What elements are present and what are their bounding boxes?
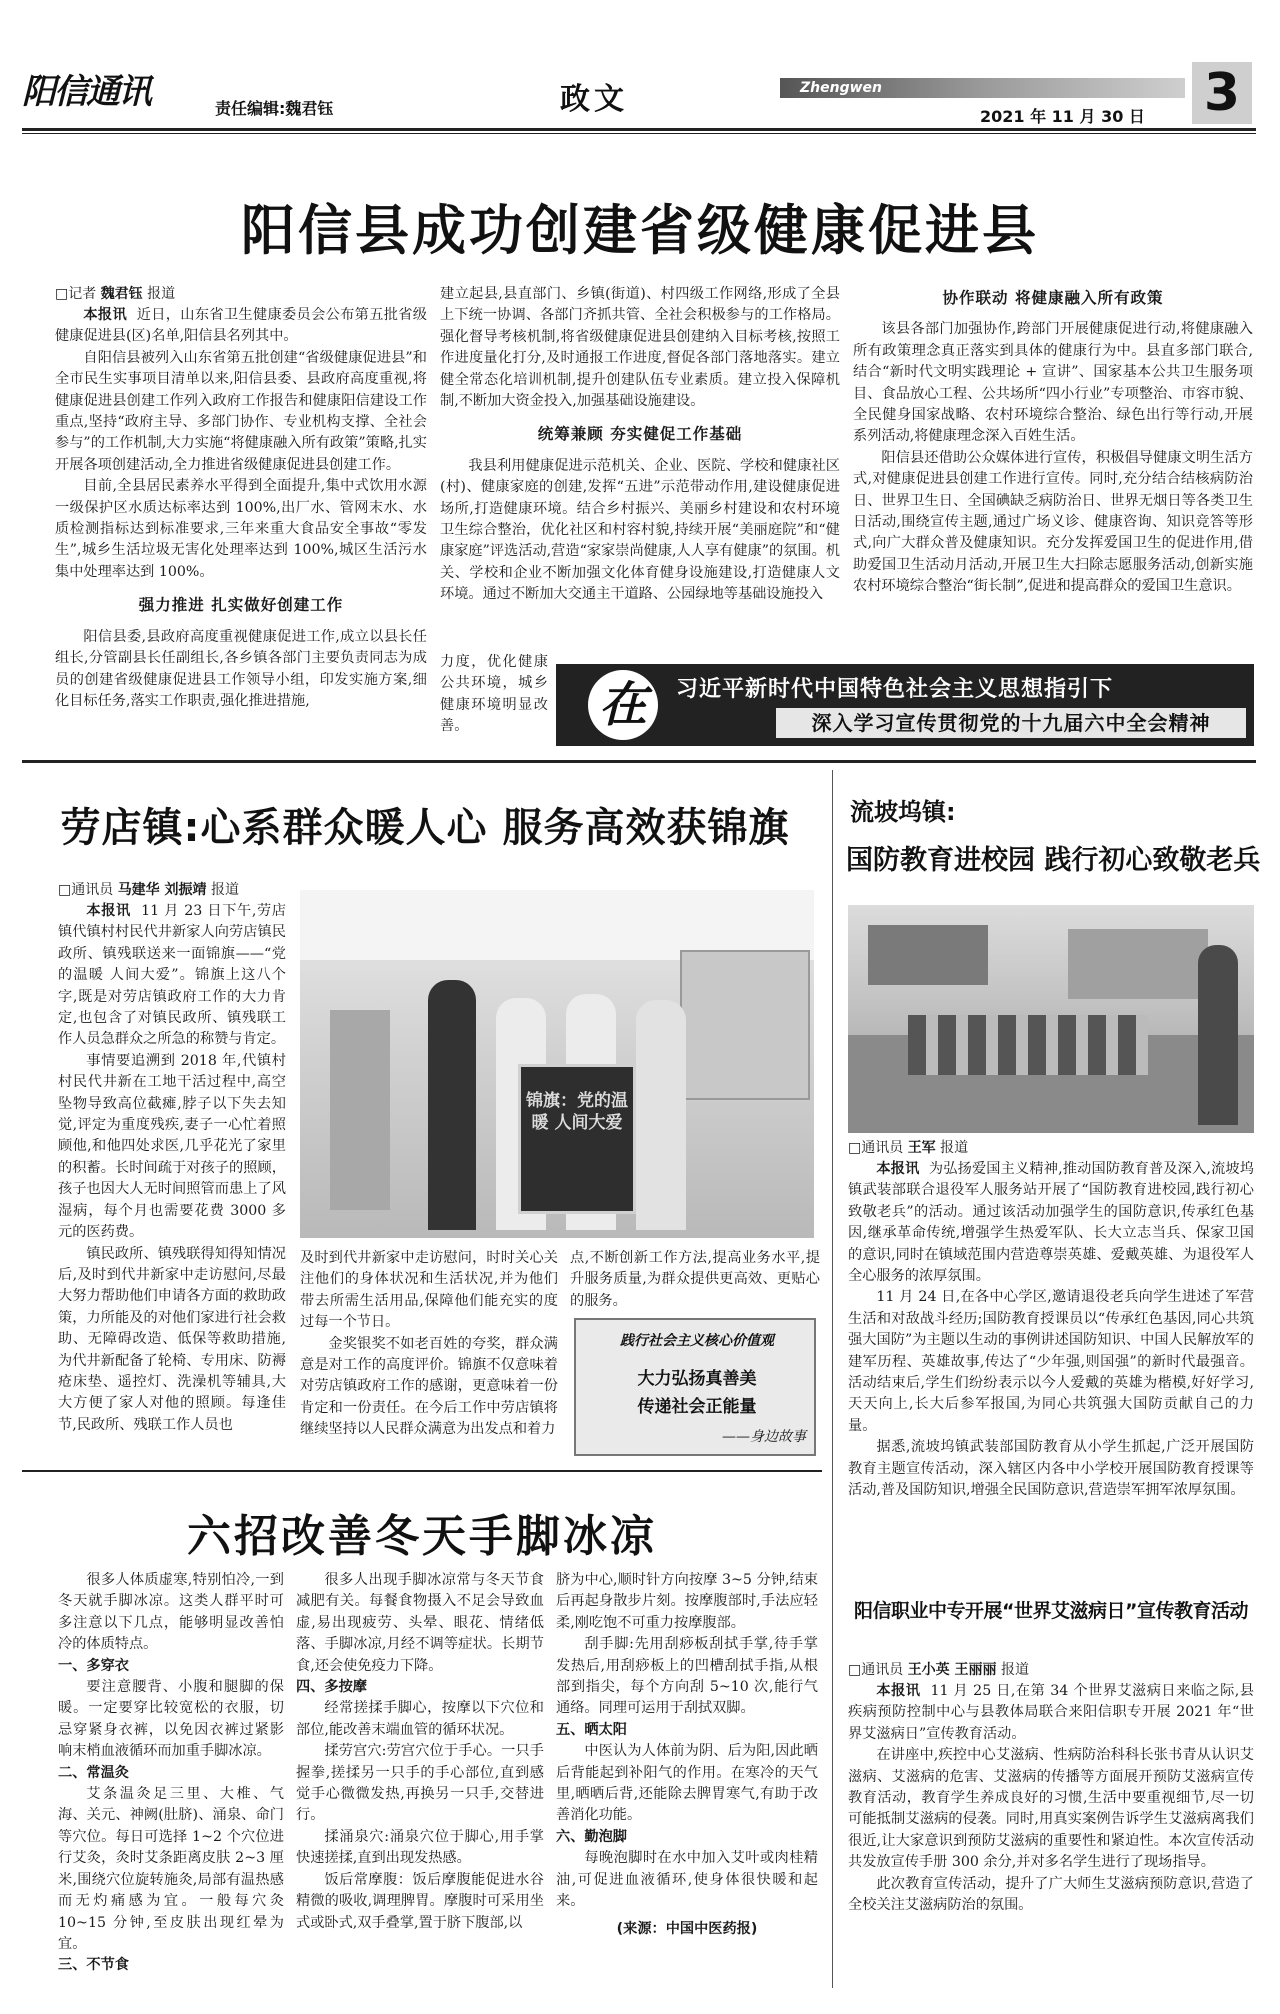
- headline-health-county: 阳信县成功创建省级健康促进县: [241, 199, 1039, 262]
- banner-line-2: 深入学习宣传贯彻党的十九届六中全会精神: [776, 708, 1246, 738]
- a4-col2: 很多人出现手脚冰凉常与冬天节食减肥有关。每餐食物摄入不足会导致血虚,易出现疲劳、头晕、眼花、情绪低落、手脚冰凉,月经不调等症状。长期节食,还会使免疫力下降。 四、多按摩 经常搓揉手脚心，按摩以下穴位和部位,能改善末端血管的循环状况。 揉劳宫穴:劳宫穴位于手心。一只手握拳,搓揉另一只手的手心部位,直到感觉手心微微发热,再换另一只手,交替进行。 揉涌泉穴:涌泉穴位于脚心,用手掌快速搓揉,直到出现发热感。 饭后常摩腹：饭后摩腹能促进水谷精微的吸收,调理脾胃。摩腹时可采用坐式或卧式,双手叠掌,置于脐下腹部,以: [296, 1572, 544, 1931]
- a3-body: □通讯员 王军 报道 本报讯 为弘扬爱国主义精神,推动国防教育普及深入,流坡坞镇武装部联合退役军人服务站开展了“国防教育进校园,践行初心致敬老兵”的活动。通过该活动加强学生的国防意识,传承红色基因,继承革命传统,增强学生热爱军队、长大立志当兵、保家卫国的意识,同时在镇域范围内营造尊崇英雄、爱戴英雄、为退役军人全心服务的浓厚氛围。 11 月 24 日,在各中心学区,邀请退役老兵向学生进述了军营生活和对敌战斗经历;国防教育授课员以“传承红色基因,同心共筑强大国防”为主题以生动的事例讲述国防知识、中国人民解放军的建军历程、英雄故事,传达了“少年强,则国强”的新时代最强音。活动结束后,学生们纷纷表示以今人爱戴的英雄为楷模,好好学习,天天向上,长大后参军报国,为同心共筑强大国防贡献自己的力量。 据悉,流坡坞镇武装部国防教育从小学生抓起,广泛开展国防教育主题宣传活动，深入辖区内各中小学校开展国防教育授课等活动,普及国防知识,增强全民国防意识,营造崇军拥军浓厚氛围。: [848, 1140, 1254, 1499]
- a5-body: □通讯员 王小英 王丽丽 报道 本报讯 11 月 25 日,在第 34 个世界艾滋病日来临之际,县疾病预防控制中心与县教体局联合来阳信职专开展 2021 年“世界艾滋病日”宣传教育活动。 在讲座中,疾控中心艾滋病、性病防治科科长张书青从认识艾滋病、艾滋病的危害、艾滋病的传播等方面展开预防艾滋病宣传教育活动，教育学生养成良好的习惯,生活中要重视细节,尽一切可能抵制艾滋病的侵袭。同时,用真实案例告诉学生艾滋病离我们很近,让大家意识到预防艾滋病的重要性和紧迫性。本次宣传活动共发放宣传手册 300 余分,并对多名学生进行了现场指导。 此次教育宣传活动，提升了广大师生艾滋病预防意识,营造了全校关注艾滋病防治的氛围。: [848, 1662, 1254, 1914]
- section-en: Zhengwen: [800, 80, 882, 96]
- headline-aids-day: 阳信职业中专开展“世界艾滋病日”宣传教育活动: [854, 1600, 1248, 1622]
- a2-col3: 点,不断创新工作方法,提高业务水平,提升服务质量,为群众提供更高效、更贴心的服务。: [570, 1250, 820, 1309]
- a1-col2: 建立起县,县直部门、乡镇(街道)、村四级工作网络,形成了全县上下统一协调、各部门齐抓共管、全社会积极参与的工作格局。强化督导考核机制,将省级健康促进县创建纳入目标考核,按照工作进度量化打分,及时通报工作进度,督促各部门落地落实。建立健全常态化培训机制,提升创建队伍专业素质。建立投入保障机制,不断加大资金投入,加强基础设施建设。 统筹兼顾 夯实健促工作基础 我县利用健康促进示范机关、企业、医院、学校和健康社区(村)、健康家庭的创建,发挥“五进”示范带动作用,建设健康促进场所,打造健康环境。结合乡村振兴、美丽乡村建设和农村环境卫生综合整治，优化社区和村容村貌,持续开展“美丽庭院”和“健康家庭”评选活动,营造“家家崇尚健康,人人享有健康”的氛围。机关、学校和企业不断加强文化体育健身设施建设,打造健康人文环境。通过不断加大交通主干道路、公园绿地等基础设施投入: [440, 286, 840, 603]
- a1-col3: 协作联动 将健康融入所有政策 该县各部门加强协作,跨部门开展健康促进行动,将健康融入所有政策理念真正落实到具体的健康行为中。县直多部门联合,结合“新时代文明实践理论 + 宣讲”、国家基本公共卫生服务项目、食品放心工程、公共场所“四小行业”专项整治、市容市貌、全民健身国家战略、农村环境综合整治、绿色出行等行动,开展系列活动,将健康理念深入百姓生活。 阳信县还借助公众媒体进行宣传，积极倡导健康文明生活方式,对健康促进县创建工作进行宣传。同时,充分结合结核病防治日、世界卫生日、全国碘缺乏病防治日、世界无烟日等各类卫生日活动,围绕宣传主题,通过广场义诊、健康咨询、知识竞答等形式,向广大群众普及健康知识。充分发挥爱国卫生的促进作用,借助爱国卫生活动月活动,开展卫生大扫除志愿服务活动,创新实施农村环境综合整治“街长制”,促进和提高群众的爱国卫生意识。: [853, 289, 1253, 595]
- editor-credit: 责任编辑:魏君钰: [215, 99, 334, 118]
- a4-col1: 很多人体质虚寒,特别怕冷,一到冬天就手脚冰凉。这类人群平时可多注意以下几点，能够明显改善怕冷的体质特点。 一、多穿衣 要注意腰背、小腹和腿脚的保暖。一定要穿比较宽松的衣服，切忌穿紧身衣裤，以免因衣裤过紧影响末梢血液循环而加重手脚冰凉。 二、常温灸 艾条温灸足三里、大椎、气海、关元、神阙(肚脐)、涌泉、命门等穴位。每日可选择 1~2 个穴位进行艾灸，灸时艾条距离皮肤 2~3 厘米,围绕穴位旋转施灸,局部有温热感而无灼痛感为宜。一般每穴灸 10~15 分钟,至皮肤出现红晕为宜。 三、不节食: [58, 1572, 284, 1974]
- core-values-l2: 传递社会正能量: [637, 1397, 757, 1417]
- headline-laodian: 劳店镇:心系群众暖人心 服务高效获锦旗: [60, 805, 790, 851]
- subhead-1: 强力推进 扎实做好创建工作: [138, 596, 344, 615]
- masthead-logo: 阳信通讯: [22, 72, 150, 112]
- subhead-2: 统筹兼顾 夯实健促工作基础: [537, 425, 743, 444]
- source-note: (来源：中国中医药报): [616, 1920, 758, 1937]
- silk-banner: [518, 1064, 636, 1214]
- section-divider-2: [22, 1470, 822, 1472]
- classroom-photo: [848, 905, 1254, 1133]
- core-values-box: [574, 1318, 816, 1456]
- core-values-sig: ——身边故事: [722, 1429, 806, 1445]
- a4-col3: 脐为中心,顺时针方向按摩 3~5 分钟,结束后再起身散步片刻。按摩腹部时,手法应轻柔,刚吃饱不可重力按摩腹部。 刮手脚:先用刮痧板刮拭手掌,待手掌发热后,用刮痧板上的凹槽刮拭手指,从根部到指尖，每个方向刮 5~10 次,能行气通络。同理可运用于刮拭双脚。 五、晒太阳 中医认为人体前为阴、后为阳,因此晒后背能起到补阳气的作用。在寒冷的天气里,晒晒后背,还能除去脾胃寒气,有助于改善消化功能。 六、勤泡脚 每晚泡脚时在水中加入艾叶或肉桂精油,可促进血液循环,使身体很快暖和起来。 (来源：中国中医药报): [556, 1570, 818, 1940]
- headline-defense-education: 国防教育进校园 践行初心致敬老兵: [846, 845, 1261, 876]
- core-values-top: 践行社会主义核心价值观: [620, 1333, 774, 1349]
- a1-col1: □记者 魏君钰 报道 本报讯 近日，山东省卫生健康委员会公布第五批省级健康促进县(区)名单,阳信县名列其中。 自阳信县被列入山东省第五批创建“省级健康促进县”和全市民生实事项目清单以来,阳信县委、县政府高度重视,将健康促进县创建工作列入政府工作报告和健康阳信建设工作重点,坚持“政府主导、多部门协作、专业机构支撑、全社会参与”的工作机制,大力实施“将健康融入所有政策”策略,扎实开展各项创建活动,全力推进省级健康促进县创建工作。 目前,全县居民素养水平得到全面提升,集中式饮用水源一级保护区水质达标率达到 100%,出厂水、管网末水、水质检测指标达到标准要求,三年来重大食品安全事故“零发生”,城乡生活垃圾无害化处理率达到 100%,城区生活污水集中处理率达到 100%。 强力推进 扎实做好创建工作 阳信县委,县政府高度重视健康促进工作,成立以县长任组长,分管副县长任副组长,各乡镇各部门主要负责同志为成员的创建省级健康促进县工作领导小组，印发实施方案,细化目标任务,落实工作职责,强化推进措施,: [55, 286, 427, 709]
- headline-cold-hands: 六招改善冬天手脚冰凉: [187, 1511, 657, 1562]
- section-title: 政文: [560, 82, 628, 117]
- header-rule-thin: [22, 133, 1256, 134]
- core-values-l1: 大力弘扬真善美: [637, 1369, 757, 1389]
- page-number: 3: [1192, 62, 1252, 124]
- a2-col2: 及时到代井新家中走访慰问，时时关心关注他们的身体状况和生活状况,并为他们带去所需生活用品,保障他们能充实的度过每一个节日。 金奖银奖不如老百姓的夸奖，群众满意是对工作的高度评价。锦旗不仅意味着对劳店镇政府工作的感谢，更意味着一份肯定和一份责任。在今后工作中劳店镇将继续坚持以人民群众满意为出发点和着力: [300, 1250, 558, 1438]
- banner-circle: 在: [588, 670, 658, 740]
- a1-col2-tail: 力度，优化健康公共环境，城乡健康环境明显改善。: [440, 654, 548, 735]
- a2-col1: □通讯员 马建华 刘振靖 报道 本报讯 11 月 23 日下午,劳店镇代镇村村民代井新家人向劳店镇民政所、镇残联送来一面锦旗——“党的温暖 人间大爱”。锦旗上这八个字,既是对劳店镇政府工作的大力肯定,也包含了对镇民政所、镇残联工作人员急群众之所急的称赞与肯定。 事情要追溯到 2018 年,代镇村村民代井新在工地干活过程中,高空坠物导致高位截瘫,脖子以下失去知觉,评定为重度残疾,妻子一心忙着照顾他,和他四处求医,几乎花光了家里的积蓄。长时间疏于对孩子的照顾，孩子也因大人无时间照管而患上了风湿病，每个月也需要花费 3000 多元的医药费。 镇民政所、镇残联得知得知情况后,及时到代井新家中走访慰问,尽最大努力帮助他们申请各方面的救助政策，力所能及的对他们家进行社会救助、无障碍改造、低保等救助措施,为代井新配备了轮椅、专用床、防褥疮床垫、遥控灯、洗澡机等辅具,大大方便了家人对他的照顾。每逢佳节,民政所、残联工作人员也: [58, 882, 286, 1433]
- kicker-liupowu: 流坡坞镇:: [850, 798, 956, 826]
- banner-presentation-photo: [300, 890, 814, 1238]
- reporter-name: 魏君钰: [100, 286, 143, 302]
- silk-banner-text: 锦旗：党的温暖 人间大爱: [526, 1091, 628, 1133]
- vertical-divider: [832, 770, 833, 1988]
- section-divider-1: [22, 760, 1256, 763]
- header-rule: [22, 128, 1256, 131]
- subhead-3: 协作联动 将健康融入所有政策: [942, 289, 1164, 307]
- issue-date: 2021 年 11 月 30 日: [980, 107, 1145, 126]
- policy-banner: [556, 664, 1254, 746]
- banner-line-1: 习近平新时代中国特色社会主义思想指引下: [676, 677, 1114, 702]
